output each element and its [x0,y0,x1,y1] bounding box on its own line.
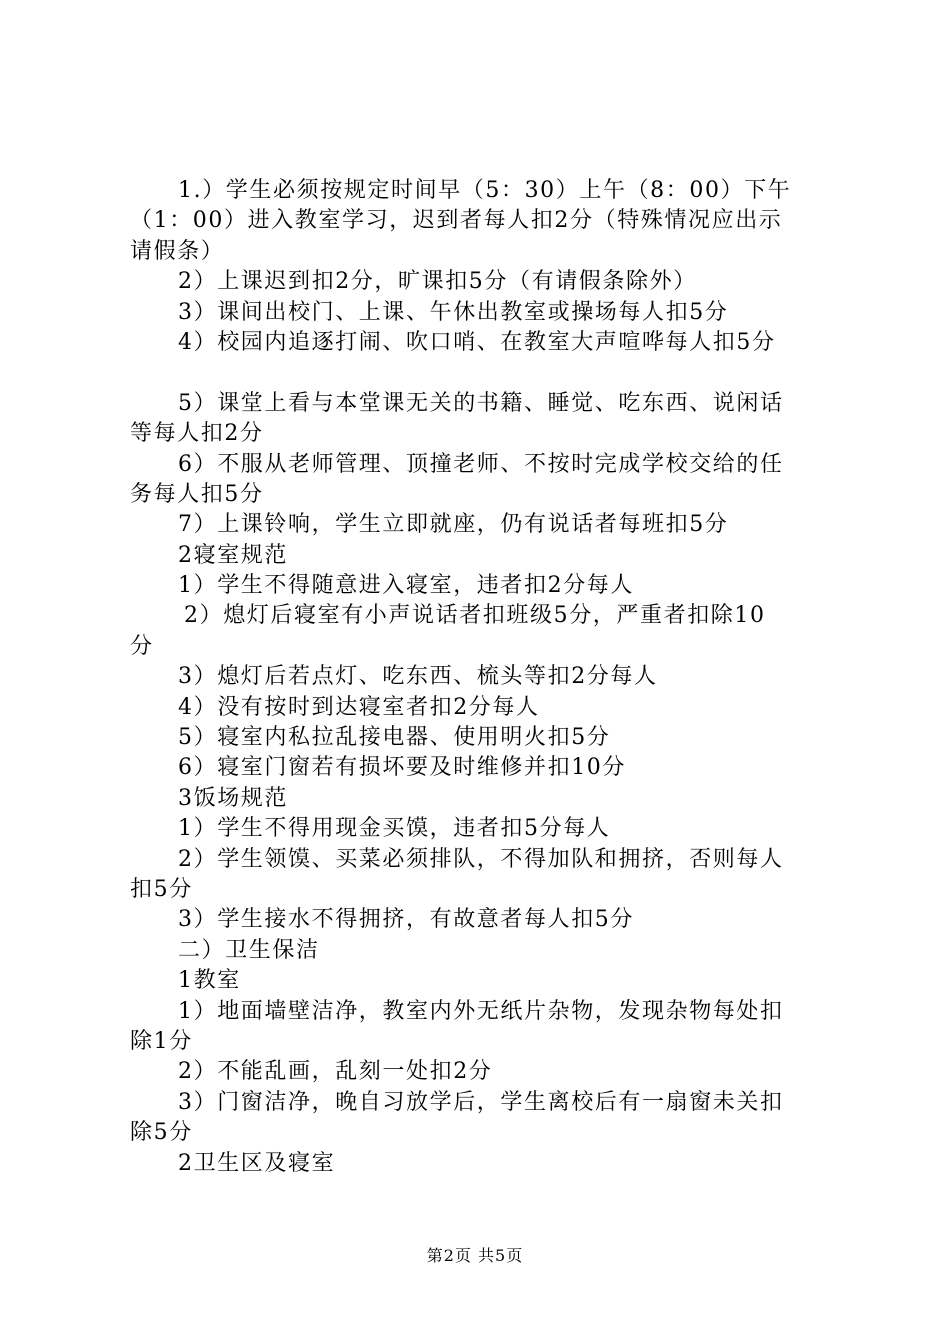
rule-dorm-1: 1）学生不得随意进入寝室，违者扣2分每人 [178,573,634,599]
rule-class-7: 7）上课铃响，学生立即就座，仍有说话者每班扣5分 [178,512,729,538]
rule-hygiene-3-cont: 除5分 [130,1120,193,1146]
document-body [130,176,835,1179]
rule-dorm-4: 4）没有按时到达寝室者扣2分每人 [178,694,540,720]
rule-class-6: 6）不服从老师管理、顶撞老师、不按时完成学校交给的任 [178,451,784,477]
rule-dorm-3: 3）熄灯后若点灯、吃东西、梳头等扣2分每人 [178,664,658,690]
section-canteen-heading: 3饭场规范 [178,785,288,811]
rule-dorm-2-cont: 分 [130,633,154,659]
rule-dorm-2: 2）熄灯后寝室有小声说话者扣班级5分，严重者扣除10 [184,603,766,629]
rule-canteen-2-cont: 扣5分 [130,876,193,902]
subsection-classroom-heading: 1教室 [178,968,241,994]
rule-canteen-2: 2）学生领馍、买菜必须排队，不得加队和拥挤，否则每人 [178,846,784,872]
rule-dorm-6: 6）寝室门窗若有损坏要及时维修并扣10分 [178,755,626,781]
rule-class-1-cont: （1：00）进入教室学习，迟到者每人扣2分（特殊情况应出示 [130,208,783,234]
rule-class-4: 4）校园内追逐打闹、吹口哨、在教室大声喧哗每人扣5分 [178,329,776,355]
rule-canteen-3: 3）学生接水不得拥挤，有故意者每人扣5分 [178,907,634,933]
rule-hygiene-1: 1）地面墙壁洁净，教室内外无纸片杂物，发现杂物每处扣 [178,998,784,1024]
rule-hygiene-1-cont: 除1分 [130,1028,193,1054]
section-dorm-heading: 2寝室规范 [178,542,288,568]
section-hygiene-heading: 二）卫生保洁 [178,937,320,963]
rule-canteen-1: 1）学生不得用现金买馍，违者扣5分每人 [178,816,611,842]
rule-class-2: 2）上课迟到扣2分，旷课扣5分（有请假条除外） [178,269,697,295]
rule-dorm-5: 5）寝室内私拉乱接电器、使用明火扣5分 [178,725,611,751]
page-footer: 第2页 共5页 [426,1246,524,1265]
rule-hygiene-2: 2）不能乱画，乱刻一处扣2分 [178,1059,493,1085]
subsection-area-dorm-heading: 2卫生区及寝室 [178,1150,336,1176]
blank-line [130,358,835,388]
rule-class-6-cont: 务每人扣5分 [130,481,264,507]
rule-hygiene-3: 3）门窗洁净，晚自习放学后，学生离校后有一扇窗未关扣 [178,1089,784,1115]
rule-class-3: 3）课间出校门、上课、午休出教室或操场每人扣5分 [178,299,729,325]
rule-class-1: 1.）学生必须按规定时间早（5：30）上午（8：00）下午 [178,178,792,203]
rule-class-5: 5）课堂上看与本堂课无关的书籍、睡觉、吃东西、说闲话 [178,390,784,416]
rule-class-1-cont2: 请假条） [130,238,225,264]
rule-class-5-cont: 等每人扣2分 [130,421,264,447]
